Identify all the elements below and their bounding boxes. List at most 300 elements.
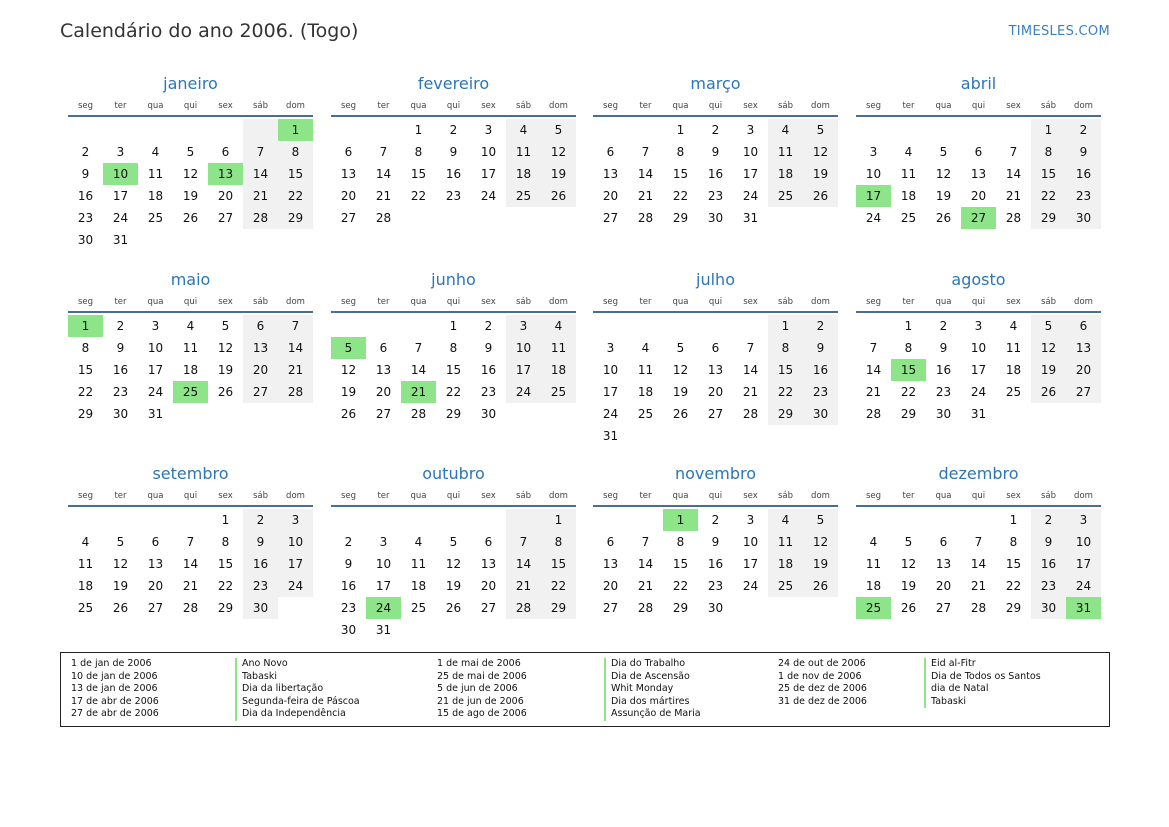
day-cell: 25 — [506, 185, 541, 207]
month-name: julho — [696, 270, 735, 289]
legend-date: 25 de dez de 2006 — [778, 683, 867, 695]
day-cell: 12 — [672, 363, 689, 377]
legend-holiday-name: Dia de Todos os Santos — [931, 670, 1041, 682]
day-cell: 11 — [182, 341, 199, 355]
day-cell: 1 — [1009, 513, 1018, 527]
month-maio — [68, 270, 313, 425]
weekday-label: sex — [218, 491, 233, 501]
weekday-label: qua — [410, 491, 427, 501]
day-cell: 15 — [217, 557, 234, 571]
weekday-label: qua — [672, 491, 689, 501]
day-cell: 28 — [375, 211, 392, 225]
day-cell: 6 — [974, 145, 983, 159]
day-cell: 2 — [711, 513, 720, 527]
day-cell: 9 — [1066, 141, 1101, 163]
day-cell: 3 — [746, 123, 755, 137]
legend-date: 31 de dez de 2006 — [778, 695, 867, 707]
empty-day-cell — [103, 509, 138, 531]
weekday-label: ter — [902, 491, 915, 501]
empty-day-cell — [856, 315, 891, 337]
day-cell: 16 — [77, 189, 94, 203]
empty-day-cell — [138, 229, 173, 251]
day-cell: 28 — [243, 207, 278, 229]
legend-date: 1 de jan de 2006 — [71, 658, 152, 669]
holiday-day-cell: 25 — [173, 381, 208, 403]
day-cell: 26 — [1031, 381, 1066, 403]
day-cell: 17 — [278, 553, 313, 575]
day-cell: 18 — [77, 579, 94, 593]
day-cell: 21 — [375, 189, 392, 203]
day-cell: 24 — [278, 575, 313, 597]
day-cell: 28 — [970, 601, 987, 615]
weekday-label: ter — [902, 297, 915, 307]
day-cell: 14 — [182, 557, 199, 571]
empty-day-cell — [366, 509, 401, 531]
weekday-header — [68, 296, 313, 308]
day-cell: 30 — [340, 623, 357, 637]
empty-day-cell — [68, 509, 103, 531]
month-abril — [856, 74, 1101, 229]
day-cell: 2 — [1031, 509, 1066, 531]
legend-holiday-name: dia de Natal — [931, 683, 989, 695]
day-cell: 21 — [637, 189, 654, 203]
day-cell: 22 — [1005, 579, 1022, 593]
empty-day-cell — [803, 207, 838, 229]
day-cell: 3 — [869, 145, 878, 159]
day-cell: 8 — [676, 535, 685, 549]
day-cell: 16 — [480, 363, 497, 377]
holiday-day-cell: 5 — [331, 337, 366, 359]
weekday-label: sex — [481, 297, 496, 307]
day-cell: 8 — [221, 535, 230, 549]
day-cell: 18 — [768, 163, 803, 185]
day-cell: 20 — [707, 385, 724, 399]
weekday-label: qua — [672, 297, 689, 307]
legend-holiday-name: Dia da Independência — [242, 708, 346, 720]
day-cell: 19 — [900, 579, 917, 593]
month-agosto — [856, 270, 1101, 425]
day-cell: 21 — [865, 385, 882, 399]
day-cell: 5 — [221, 319, 230, 333]
empty-day-cell — [278, 403, 313, 425]
day-cell: 10 — [602, 363, 619, 377]
day-cell: 22 — [672, 189, 689, 203]
month-name: março — [690, 74, 741, 93]
empty-day-cell — [541, 403, 576, 425]
day-cell: 7 — [414, 341, 423, 355]
day-grid — [331, 509, 576, 641]
day-cell: 22 — [900, 385, 917, 399]
day-cell: 26 — [935, 211, 952, 225]
day-cell: 24 — [1066, 575, 1101, 597]
weekday-label: sex — [218, 297, 233, 307]
day-cell: 4 — [1009, 319, 1018, 333]
empty-day-cell — [1031, 403, 1066, 425]
day-cell: 14 — [243, 163, 278, 185]
weekday-label: dom — [286, 491, 305, 501]
day-cell: 24 — [480, 189, 497, 203]
day-cell: 13 — [340, 167, 357, 181]
day-cell: 7 — [278, 315, 313, 337]
day-cell: 14 — [865, 363, 882, 377]
day-cell: 13 — [243, 337, 278, 359]
empty-day-cell — [1066, 403, 1101, 425]
empty-day-cell — [401, 509, 436, 531]
day-cell: 30 — [935, 407, 952, 421]
day-cell: 26 — [541, 185, 576, 207]
month-rule — [68, 115, 313, 117]
day-cell: 16 — [445, 167, 462, 181]
day-cell: 4 — [641, 341, 650, 355]
day-grid — [331, 315, 576, 425]
holiday-day-cell: 15 — [891, 359, 926, 381]
day-cell: 30 — [803, 403, 838, 425]
empty-day-cell — [803, 597, 838, 619]
weekday-label: qua — [410, 297, 427, 307]
day-cell: 23 — [112, 385, 129, 399]
day-cell: 30 — [112, 407, 129, 421]
empty-day-cell — [331, 315, 366, 337]
day-cell: 24 — [865, 211, 882, 225]
empty-day-cell — [961, 509, 996, 531]
day-cell: 1 — [904, 319, 913, 333]
day-cell: 10 — [375, 557, 392, 571]
weekday-label: sáb — [1040, 491, 1057, 501]
empty-day-cell — [506, 403, 541, 425]
empty-day-cell — [628, 509, 663, 531]
weekday-label: sáb — [252, 297, 269, 307]
day-cell: 28 — [637, 211, 654, 225]
weekday-label: dom — [811, 297, 830, 307]
day-cell: 6 — [484, 535, 493, 549]
legend-holiday-name: Eid al-Fitr — [931, 658, 976, 669]
day-cell: 4 — [768, 509, 803, 531]
day-cell: 9 — [711, 145, 720, 159]
day-cell: 19 — [112, 579, 129, 593]
legend-date: 1 de nov de 2006 — [778, 670, 862, 682]
day-cell: 24 — [970, 385, 987, 399]
day-cell: 25 — [900, 211, 917, 225]
day-cell: 2 — [243, 509, 278, 531]
weekday-label: dom — [1074, 297, 1093, 307]
day-grid — [331, 119, 576, 229]
weekday-header — [331, 296, 576, 308]
weekday-label: qua — [935, 297, 952, 307]
weekday-label: ter — [639, 297, 652, 307]
weekday-label: sáb — [777, 297, 794, 307]
legend-names-col-2 — [604, 658, 701, 721]
day-cell: 29 — [672, 211, 689, 225]
weekday-label: qua — [935, 101, 952, 111]
day-cell: 17 — [742, 557, 759, 571]
day-cell: 14 — [278, 337, 313, 359]
day-cell: 20 — [935, 579, 952, 593]
weekday-label: sáb — [252, 491, 269, 501]
weekday-label: sex — [743, 101, 758, 111]
day-cell: 31 — [147, 407, 164, 421]
day-cell: 20 — [480, 579, 497, 593]
weekday-label: seg — [602, 491, 619, 501]
month-novembro — [593, 464, 838, 619]
empty-day-cell — [173, 403, 208, 425]
empty-day-cell — [278, 229, 313, 251]
weekday-label: qui — [446, 491, 461, 501]
day-cell: 12 — [1031, 337, 1066, 359]
weekday-label: sex — [1006, 491, 1021, 501]
month-rule — [593, 311, 838, 313]
weekday-label: sex — [1006, 297, 1021, 307]
day-cell: 24 — [112, 211, 129, 225]
day-cell: 27 — [217, 211, 234, 225]
holiday-day-cell: 17 — [856, 185, 891, 207]
day-cell: 9 — [711, 535, 720, 549]
day-cell: 30 — [480, 407, 497, 421]
day-cell: 9 — [81, 167, 90, 181]
site-link[interactable]: TIMESLES.COM — [1008, 24, 1110, 39]
weekday-label: seg — [602, 101, 619, 111]
month-rule — [593, 505, 838, 507]
month-rule — [856, 505, 1101, 507]
weekday-label: sáb — [1040, 101, 1057, 111]
weekday-label: ter — [377, 491, 390, 501]
day-cell: 12 — [445, 557, 462, 571]
day-cell: 8 — [278, 141, 313, 163]
month-name: junho — [431, 270, 476, 289]
day-cell: 11 — [900, 167, 917, 181]
day-cell: 29 — [541, 597, 576, 619]
legend-date: 21 de jun de 2006 — [437, 695, 524, 707]
weekday-header — [593, 100, 838, 112]
day-cell: 21 — [278, 359, 313, 381]
weekday-label: qui — [183, 491, 198, 501]
day-cell: 26 — [340, 407, 357, 421]
day-cell: 12 — [340, 363, 357, 377]
day-cell: 16 — [112, 363, 129, 377]
day-cell: 6 — [711, 341, 720, 355]
day-cell: 19 — [1031, 359, 1066, 381]
empty-day-cell — [663, 315, 698, 337]
day-cell: 16 — [243, 553, 278, 575]
day-cell: 14 — [410, 363, 427, 377]
day-cell: 24 — [147, 385, 164, 399]
day-cell: 12 — [935, 167, 952, 181]
day-cell: 25 — [410, 601, 427, 615]
empty-day-cell — [733, 597, 768, 619]
day-cell: 18 — [182, 363, 199, 377]
weekday-label: sáb — [515, 297, 532, 307]
day-cell: 11 — [541, 337, 576, 359]
month-name: fevereiro — [417, 74, 490, 93]
day-cell: 16 — [1066, 163, 1101, 185]
day-cell: 25 — [147, 211, 164, 225]
day-cell: 29 — [900, 407, 917, 421]
weekday-label: qua — [935, 491, 952, 501]
day-cell: 5 — [904, 535, 913, 549]
month-name: agosto — [951, 270, 1006, 289]
day-cell: 29 — [1005, 601, 1022, 615]
weekday-label: dom — [811, 101, 830, 111]
empty-day-cell — [768, 425, 803, 447]
legend-dates-col-1 — [71, 658, 159, 721]
day-cell: 7 — [641, 145, 650, 159]
day-cell: 7 — [506, 531, 541, 553]
empty-day-cell — [768, 597, 803, 619]
weekday-label: qua — [410, 101, 427, 111]
day-cell: 10 — [970, 341, 987, 355]
weekday-label: ter — [114, 491, 127, 501]
holiday-day-cell: 27 — [961, 207, 996, 229]
day-cell: 19 — [217, 363, 234, 377]
day-cell: 23 — [243, 575, 278, 597]
day-cell: 23 — [935, 385, 952, 399]
day-cell: 21 — [970, 579, 987, 593]
day-cell: 9 — [344, 557, 353, 571]
day-cell: 4 — [151, 145, 160, 159]
day-cell: 9 — [939, 341, 948, 355]
day-cell: 21 — [506, 575, 541, 597]
day-cell: 2 — [81, 145, 90, 159]
weekday-label: ter — [902, 101, 915, 111]
day-cell: 19 — [935, 189, 952, 203]
day-cell: 22 — [217, 579, 234, 593]
day-cell: 13 — [707, 363, 724, 377]
day-cell: 9 — [116, 341, 125, 355]
day-cell: 2 — [803, 315, 838, 337]
day-cell: 11 — [637, 363, 654, 377]
weekday-label: qui — [183, 101, 198, 111]
weekday-label: seg — [340, 101, 357, 111]
weekday-label: ter — [377, 297, 390, 307]
day-cell: 6 — [344, 145, 353, 159]
weekday-label: seg — [77, 101, 94, 111]
day-cell: 4 — [904, 145, 913, 159]
empty-day-cell — [243, 403, 278, 425]
day-cell: 16 — [707, 167, 724, 181]
weekday-label: seg — [865, 491, 882, 501]
day-cell: 26 — [445, 601, 462, 615]
weekday-header — [68, 490, 313, 502]
day-cell: 22 — [445, 385, 462, 399]
day-cell: 20 — [970, 189, 987, 203]
day-cell: 16 — [1031, 553, 1066, 575]
day-cell: 28 — [182, 601, 199, 615]
empty-day-cell — [541, 619, 576, 641]
empty-day-cell — [278, 597, 313, 619]
weekday-label: qui — [183, 297, 198, 307]
day-cell: 23 — [707, 189, 724, 203]
day-cell: 13 — [480, 557, 497, 571]
holiday-day-cell: 25 — [856, 597, 891, 619]
day-cell: 19 — [672, 385, 689, 399]
holiday-day-cell: 24 — [366, 597, 401, 619]
day-cell: 14 — [742, 363, 759, 377]
legend-holiday-name: Assunção de Maria — [611, 708, 701, 720]
empty-day-cell — [891, 509, 926, 531]
day-cell: 2 — [1066, 119, 1101, 141]
day-cell: 13 — [935, 557, 952, 571]
day-cell: 25 — [77, 601, 94, 615]
day-cell: 28 — [865, 407, 882, 421]
legend-date: 17 de abr de 2006 — [71, 695, 159, 707]
empty-day-cell — [996, 119, 1031, 141]
day-cell: 2 — [711, 123, 720, 137]
empty-day-cell — [628, 425, 663, 447]
day-cell: 23 — [480, 385, 497, 399]
empty-day-cell — [401, 315, 436, 337]
weekday-label: dom — [1074, 491, 1093, 501]
empty-day-cell — [628, 315, 663, 337]
day-cell: 11 — [768, 531, 803, 553]
day-cell: 13 — [602, 557, 619, 571]
day-cell: 5 — [541, 119, 576, 141]
day-cell: 23 — [340, 601, 357, 615]
empty-day-cell — [663, 425, 698, 447]
day-cell: 21 — [182, 579, 199, 593]
day-cell: 31 — [602, 429, 619, 443]
empty-day-cell — [68, 119, 103, 141]
day-cell: 15 — [541, 553, 576, 575]
day-cell: 26 — [672, 407, 689, 421]
weekday-label: qui — [971, 101, 986, 111]
day-cell: 11 — [1005, 341, 1022, 355]
day-cell: 25 — [1005, 385, 1022, 399]
weekday-label: qua — [147, 491, 164, 501]
holiday-day-cell: 10 — [103, 163, 138, 185]
weekday-label: seg — [340, 491, 357, 501]
day-cell: 20 — [375, 385, 392, 399]
weekday-label: sáb — [777, 101, 794, 111]
day-cell: 14 — [637, 557, 654, 571]
weekday-header — [331, 490, 576, 502]
day-cell: 22 — [672, 579, 689, 593]
day-cell: 18 — [541, 359, 576, 381]
weekday-label: dom — [286, 297, 305, 307]
day-cell: 18 — [410, 579, 427, 593]
month-name: maio — [170, 270, 211, 289]
month-julho — [593, 270, 838, 447]
day-grid — [593, 509, 838, 619]
day-cell: 20 — [602, 189, 619, 203]
day-cell: 27 — [1066, 381, 1101, 403]
weekday-label: ter — [114, 101, 127, 111]
day-cell: 11 — [768, 141, 803, 163]
legend-date: 13 de jan de 2006 — [71, 683, 158, 695]
day-cell: 23 — [1031, 575, 1066, 597]
empty-day-cell — [471, 509, 506, 531]
empty-day-cell — [541, 207, 576, 229]
weekday-label: sex — [218, 101, 233, 111]
empty-day-cell — [698, 315, 733, 337]
month-março — [593, 74, 838, 229]
day-cell: 5 — [939, 145, 948, 159]
weekday-label: sáb — [515, 491, 532, 501]
legend-holiday-name: Dia do Trabalho — [611, 658, 686, 669]
day-cell: 24 — [742, 189, 759, 203]
weekday-header — [593, 490, 838, 502]
weekday-label: sáb — [777, 491, 794, 501]
day-cell: 26 — [803, 575, 838, 597]
empty-day-cell — [506, 207, 541, 229]
day-cell: 15 — [410, 167, 427, 181]
weekday-label: dom — [811, 491, 830, 501]
legend-date: 10 de jan de 2006 — [71, 670, 158, 682]
day-cell: 21 — [1005, 189, 1022, 203]
day-cell: 23 — [707, 579, 724, 593]
legend-holiday-name: Dia dos mártires — [611, 695, 690, 707]
day-cell: 19 — [541, 163, 576, 185]
month-rule — [331, 311, 576, 313]
day-cell: 28 — [637, 601, 654, 615]
